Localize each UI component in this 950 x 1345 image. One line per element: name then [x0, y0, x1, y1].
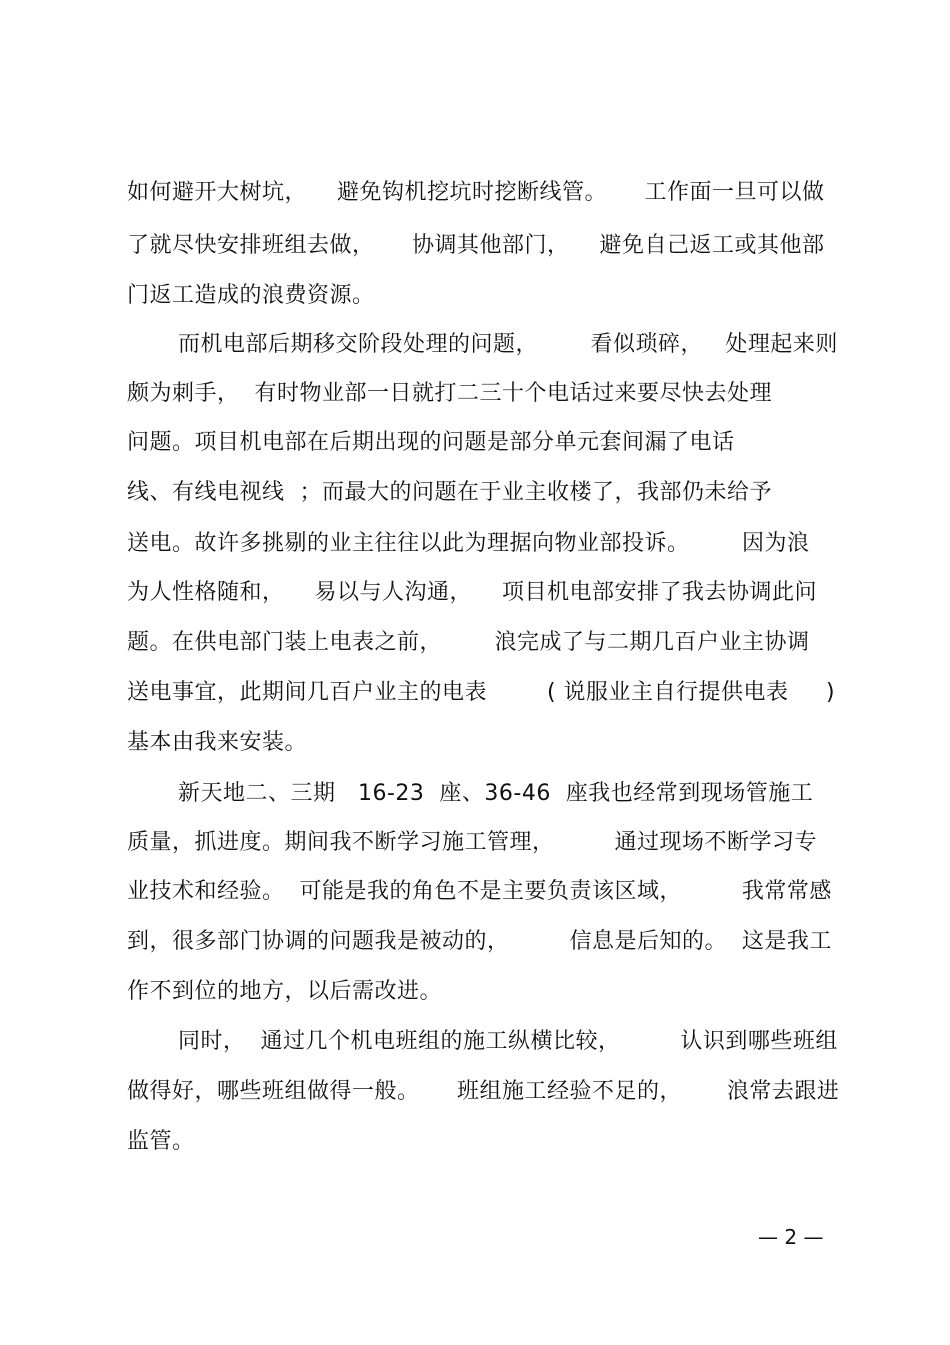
paragraph-2-line-1: 而机电部后期移交阶段处理的问题， 看似琐碎， 处理起来则	[178, 332, 838, 357]
paragraph-2-line-7: 题。在供电部门装上电表之前， 浪完成了与二期几百户业主协调	[127, 630, 810, 655]
paragraph-3-line-5: 作不到位的地方，以后需改进。	[127, 979, 443, 1004]
paragraph-4-line-2: 做得好，哪些班组做得一般。 班组施工经验不足的， 浪常去跟进	[127, 1079, 840, 1104]
paragraph-4-line-1: 同时， 通过几个机电班组的施工纵横比较， 认识到哪些班组	[178, 1029, 838, 1054]
paragraph-3-line-4: 到，很多部门协调的问题我是被动的， 信息是后知的。 这是我工	[127, 929, 832, 954]
page-number: — 2 —	[758, 1225, 824, 1249]
paragraph-2-line-5: 送电。故许多挑剔的业主往往以此为理据向物业部投诉。 因为浪	[127, 531, 810, 556]
paragraph-2-line-3: 问题。项目机电部在后期出现的问题是部分单元套间漏了电话	[127, 430, 735, 455]
paragraph-2-line-2: 颇为刺手， 有时物业部一日就打二三十个电话过来要尽快去处理	[127, 381, 772, 406]
paragraph-4-line-3: 监管。	[127, 1129, 195, 1154]
paragraph-3-line-1: 新天地二、三期 16-23 座、36-46 座我也经常到现场管施工	[178, 781, 814, 806]
paragraph-2-line-8: 送电事宜，此期间几百户业主的电表 ( 说服业主自行提供电表 )	[127, 680, 836, 705]
paragraph-1-line-3: 门返工造成的浪费资源。	[127, 283, 375, 308]
paragraph-2-line-9: 基本由我来安装。	[127, 730, 308, 755]
paragraph-2-line-6: 为人性格随和， 易以与人沟通， 项目机电部安排了我去协调此问	[127, 580, 817, 605]
paragraph-2-line-4: 线、有线电视线 ；而最大的问题在于业主收楼了，我部仍未给予	[127, 480, 772, 505]
paragraph-3-line-2: 质量，抓进度。期间我不断学习施工管理， 通过现场不断学习专	[127, 830, 817, 855]
paragraph-1-line-1: 如何避开大树坑， 避免钩机挖坑时挖断线管。 工作面一旦可以做	[127, 180, 825, 205]
paragraph-1-line-2: 了就尽快安排班组去做， 协调其他部门， 避免自己返工或其他部	[127, 233, 825, 258]
paragraph-3-line-3: 业技术和经验。 可能是我的角色不是主要负责该区域， 我常常感	[127, 879, 832, 904]
